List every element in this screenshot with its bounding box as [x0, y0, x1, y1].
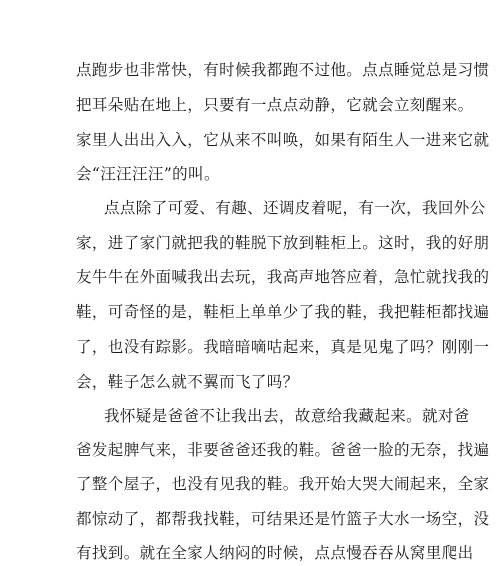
paragraph-2-first-line: 点点除了可爱、有趣、还调皮着呢，有一次，我回外公	[104, 199, 486, 217]
text-line-2: 把耳朵贴在地上，只要有一点点动静，它就会立刻醒来。	[76, 96, 474, 114]
text-line-6: 家，进了家门就把我的鞋脱下放到鞋柜上。这时，我的好朋	[76, 234, 490, 252]
text-line-3: 家里人出出入入，它从来不叫唤，如果有陌生人一进来它就	[76, 131, 490, 149]
text-line-10: 会，鞋子怎么就不翼而飞了吗？	[76, 373, 299, 391]
text-line-15: 有找到。就在全家人纳闷的时候，点点慢吞吞从窝里爬出	[76, 544, 474, 562]
text-line-7: 友牛牛在外面喊我出去玩，我高声地答应着，急忙就找我的	[76, 268, 490, 286]
text-line-12: 爸发起脾气来，非要爸爸还我的鞋。爸爸一脸的无奈，找遍	[76, 441, 490, 459]
text-line-4: 会“汪汪汪汪”的叫。	[76, 165, 220, 183]
text-line-1: 点跑步也非常快，有时候我都跑不过他。点点睡觉总是习惯	[76, 61, 490, 79]
text-line-9: 了，也没有踪影。我暗暗嘀咕起来，真是见鬼了吗？刚刚一	[76, 338, 490, 356]
text-line-14: 都惊动了，都帮我找鞋，可结果还是竹篮子大水一场空，没	[76, 510, 490, 528]
text-line-13: 了整个屋子，也没有见我的鞋。我开始大哭大闹起来，全家	[76, 475, 490, 493]
text-line-8: 鞋，可奇怪的是，鞋柜上单单少了我的鞋，我把鞋柜都找遍	[76, 303, 490, 321]
paragraph-3-first-line: 我怀疑是爸爸不让我出去，故意给我藏起来。就对爸	[104, 407, 470, 425]
